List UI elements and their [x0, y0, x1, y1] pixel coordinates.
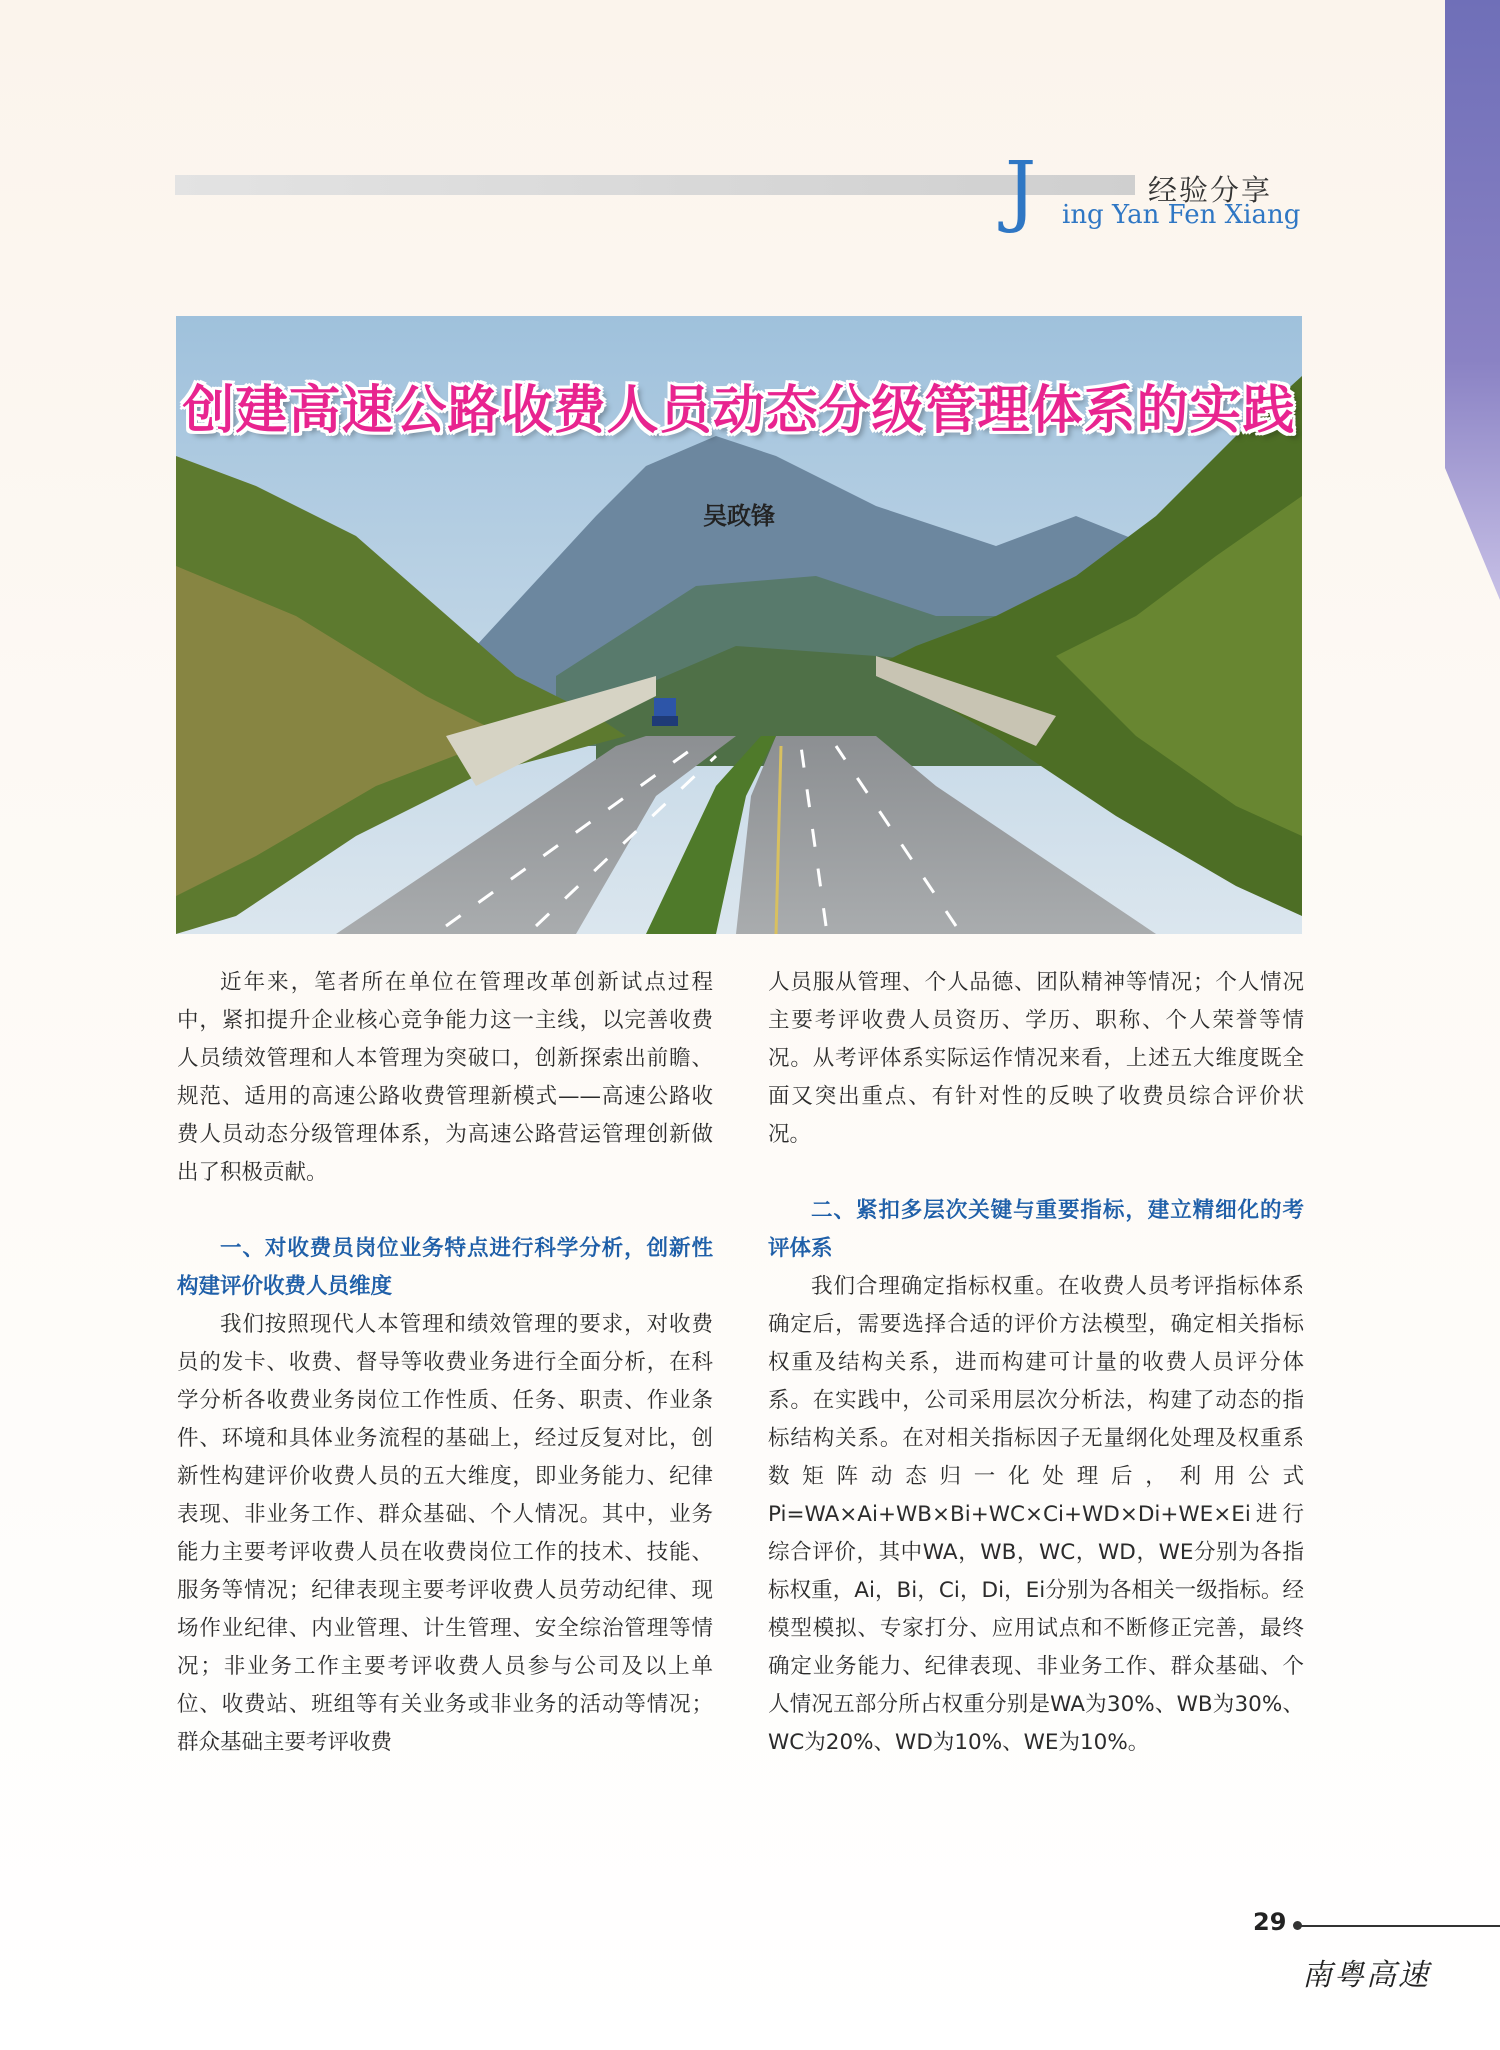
article-column-left [177, 964, 713, 1762]
paragraph-gap [768, 1154, 1304, 1192]
paragraph: 我们按照现代人本管理和绩效管理的要求，对收费员的发卡、收费、督导等收费业务进行全面分析，在科学分析各收费业务岗位工作性质、任务、职责、作业条件、环境和具体业务流程的基础上，经过反复对比，创新性构建评价收费人员的五大维度，即业务能力、纪律表现、非业务工作、群众基础、个人情况。其中，业务能力主要考评收费人员在收费岗位工作的技术、技能、服务等情况；纪律表现主要考评收费人员劳动纪律、现场作业纪律、内业管理、计生管理、安全综治管理等情况；非业务工作主要考评收费人员参与公司及以上单位、收费站、班组等有关业务或非业务的活动等情况；群众基础主要考评收费 [177, 1312, 713, 1755]
paragraph: 我们合理确定指标权重。在收费人员考评指标体系确定后，需要选择合适的评价方法模型，确定相关指标权重及结构关系，进而构建可计量的收费人员评分体系。在实践中，公司采用层次分析法，构建了动态的指标结构关系。在对相关指标因子无量纲化处理及权重系数矩阵动态归一化处理后，利用公式Pi=WA×Ai+WB×Bi+WC×Ci+WD×Di+WE×Ei进行综合评价，其中WA，WB，WC，WD，WE分别为各指标权重，Ai，Bi，Ci，Di，Ei分别为各相关一级指标。经模型模拟、专家打分、应用试点和不断修正完善，最终确定业务能力、纪律表现、非业务工作、群众基础、个人情况五部分所占权重分别是WA为30%、WB为30%、WC为20%、WD为10%、WE为10%。 [768, 1274, 1304, 1755]
paragraph: 近年来，笔者所在单位在管理改革创新试点过程中，紧扣提升企业核心竞争能力这一主线，以完善收费人员绩效管理和人本管理为突破口，创新探索出前瞻、规范、适用的高速公路收费管理新模式——高速公路收费人员动态分级管理体系，为高速公路营运管理创新做出了积极贡献。 [177, 970, 713, 1185]
section-initial: J [1005, 146, 1037, 236]
page-rule [1296, 1925, 1500, 1927]
article-column-right [768, 964, 1304, 1762]
section-title: 经验分享 [1148, 173, 1273, 207]
page-number: 29 [1253, 1908, 1287, 1936]
section-heading-2: 二、紧扣多层次关键与重要指标，建立精细化的考评体系 [768, 1198, 1304, 1261]
corner-tab-decoration [1445, 0, 1500, 600]
article-title: 创建高速公路收费人员动态分级管理体系的实践 [182, 381, 1296, 441]
paragraph-gap [177, 1192, 713, 1230]
magazine-logo: 南粤高速 [1302, 1958, 1430, 1993]
section-pinyin: ing Yan Fen Xiang [1062, 200, 1301, 230]
hero-photo [176, 316, 1302, 934]
paragraph: 人员服从管理、个人品德、团队精神等情况；个人情况主要考评收费人员资历、学历、职称、个人荣誉等情况。从考评体系实际运作情况来看，上述五大维度既全面又突出重点、有针对性的反映了收费员综合评价状况。 [768, 970, 1304, 1147]
section-heading-1: 一、对收费员岗位业务特点进行科学分析，创新性构建评价收费人员维度 [177, 1236, 713, 1299]
header-bar [175, 175, 1135, 195]
article-author: 吴政锋 [703, 502, 775, 530]
